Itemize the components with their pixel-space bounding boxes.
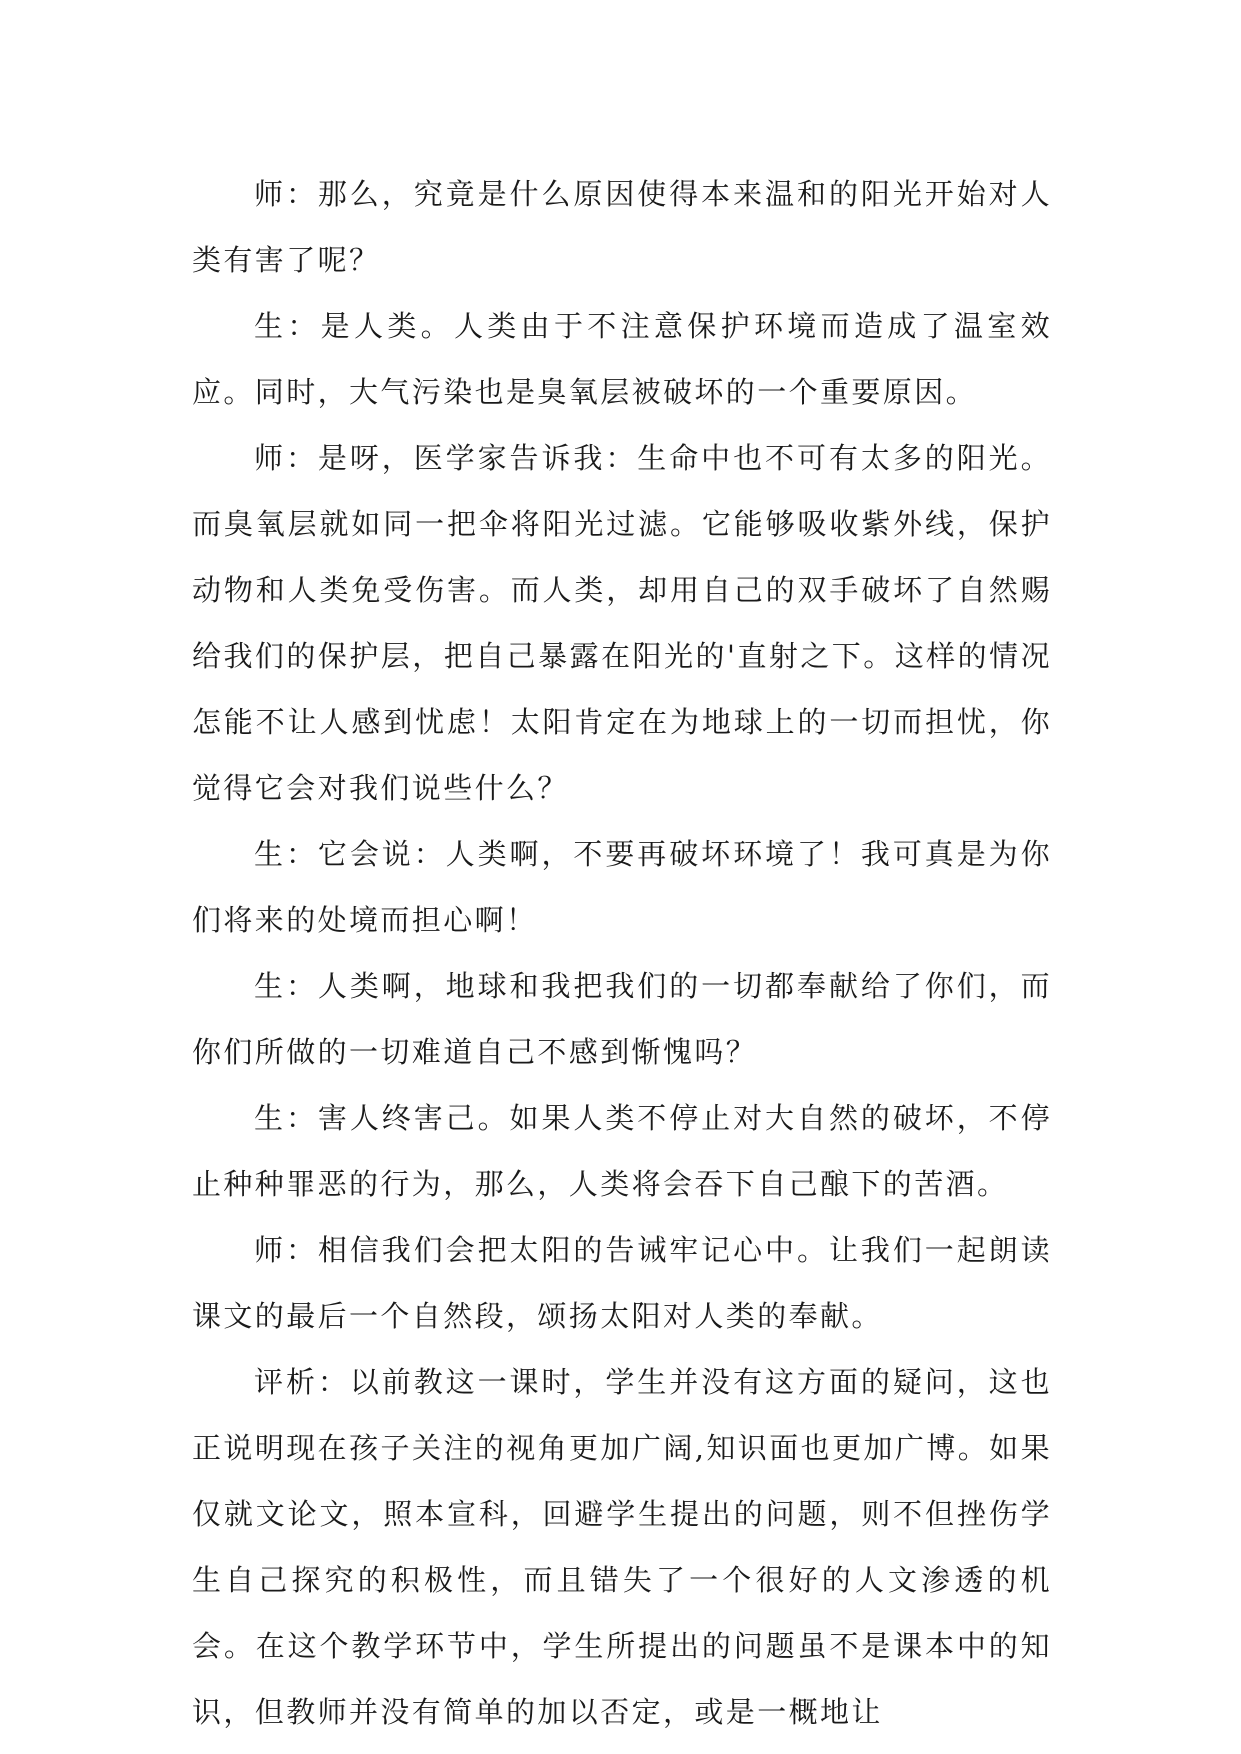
paragraph-commentary: 评析：以前教这一课时，学生并没有这方面的疑问，这也正说明现在孩子关注的视角更加广阔,知识面也更加广博。如果仅就文论文，照本宣科，回避学生提出的问题，则不但挫伤学生自己探究的积极性，而且错失了一个很好的人文渗透的机会。在这个教学环节中，学生所提出的问题虽不是课本中的知识，但教师并没有简单的加以否定，或是一概地让: [192, 1365, 1052, 1729]
paragraph-student-answer-4: 生：害人终害己。如果人类不停止对大自然的破坏，不停止种种罪恶的行为，那么，人类将会吞下自己酿下的苦酒。: [192, 1101, 1052, 1201]
paragraph-student-answer-3: 生：人类啊，地球和我把我们的一切都奉献给了你们，而你们所做的一切难道自己不感到惭愧吗？: [192, 969, 1052, 1069]
document-body: [192, 161, 1052, 1745]
paragraph-student-answer-1: 生：是人类。人类由于不注意保护环境而造成了温室效应。同时，大气污染也是臭氧层被破坏的一个重要原因。: [192, 309, 1052, 409]
paragraph-teacher-question: 师：那么，究竟是什么原因使得本来温和的阳光开始对人类有害了呢？: [192, 177, 1052, 277]
paragraph-teacher-closing: 师：相信我们会把太阳的告诫牢记心中。让我们一起朗读课文的最后一个自然段，颂扬太阳对人类的奉献。: [192, 1233, 1052, 1333]
paragraph-teacher-explanation: 师：是呀，医学家告诉我：生命中也不可有太多的阳光。而臭氧层就如同一把伞将阳光过滤。它能够吸收紫外线，保护动物和人类免受伤害。而人类，却用自己的双手破坏了自然赐给我们的保护层，把自己暴露在阳光的'直射之下。这样的情况怎能不让人感到忧虑！太阳肯定在为地球上的一切而担忧，你觉得它会对我们说些什么？: [192, 441, 1052, 805]
paragraph-student-answer-2: 生：它会说：人类啊，不要再破坏环境了！我可真是为你们将来的处境而担心啊！: [192, 837, 1052, 937]
